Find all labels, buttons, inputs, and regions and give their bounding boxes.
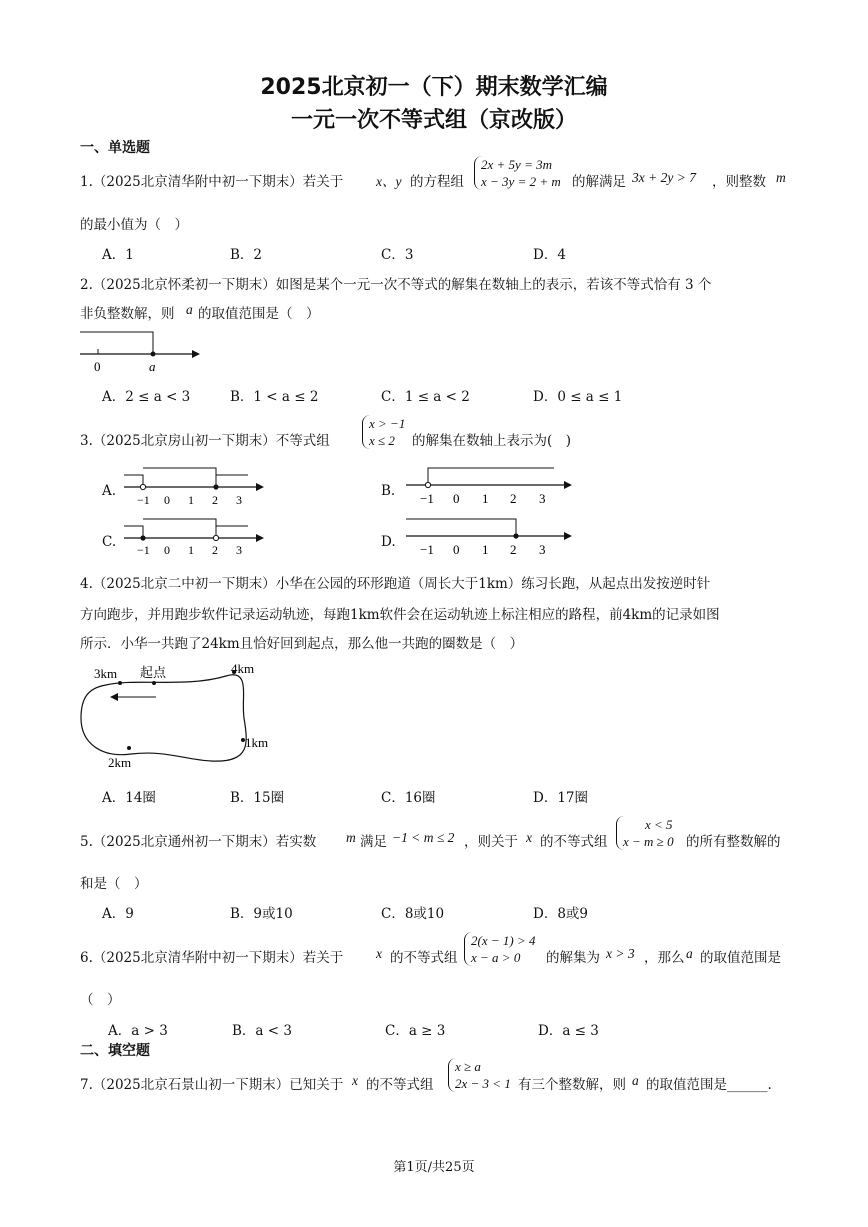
- page-number: 第1页/共25页: [393, 1160, 475, 1175]
- tick: 2: [212, 543, 218, 556]
- section-single-choice: 一、单选题: [80, 140, 150, 156]
- title-line2: 一元一次不等式组（京改版）: [290, 108, 577, 133]
- tick: −1: [137, 493, 150, 506]
- tick: 3: [539, 542, 546, 557]
- q6-option-b[interactable]: B．a < 3: [232, 1023, 292, 1039]
- q6-text-a: 6.（2025北京清华附中初一下期末）若关于: [80, 950, 344, 966]
- q6-text-b: 的不等式组: [390, 950, 458, 966]
- q6-condition: x > 3: [606, 946, 635, 961]
- q3-option-a-line[interactable]: [118, 464, 268, 506]
- tick: 1: [188, 493, 194, 506]
- q2-option-b[interactable]: B．1 < a ≤ 2: [230, 389, 319, 405]
- q7-text-c: 有三个整数解，则: [518, 1077, 626, 1093]
- q4-option-c[interactable]: C．16圈: [381, 790, 436, 806]
- q5-eq2: x − m ≥ 0: [623, 834, 674, 849]
- q2-axis-a: a: [149, 359, 156, 374]
- q5-option-b[interactable]: B．9或10: [230, 906, 293, 922]
- title-line1: 2025北京初一（下）期末数学汇编: [260, 75, 608, 100]
- q4-label-start: 起点: [140, 665, 167, 680]
- tick: 2: [510, 491, 517, 506]
- q4-label-2km: 2km: [108, 755, 132, 770]
- q6-eq1: 2(x − 1) > 4: [471, 933, 536, 948]
- q7-system: [448, 1058, 511, 1092]
- q6-var-a: a: [686, 946, 693, 961]
- q4-line3: 所示．小华一共跑了24km且恰好回到起点，那么他一共跑的圈数是（ ）: [80, 636, 524, 652]
- q1-line2: 的最小值为（ ）: [80, 217, 188, 233]
- q6-option-c[interactable]: C．a ≥ 3: [385, 1023, 446, 1039]
- q4-option-b[interactable]: B．15圈: [230, 790, 285, 806]
- q4-line1: 4.（2025北京二中初一下期末）小华在公园的环形跑道（周长大于1km）练习长跑，从起点出发按逆时针: [80, 576, 711, 592]
- q1-text-a: 1.（2025北京清华附中初一下期末）若关于: [80, 174, 344, 190]
- q5-option-a[interactable]: A．9: [102, 906, 134, 922]
- q4-label-4km: 4km: [231, 661, 255, 676]
- q6-option-d[interactable]: D．a ≤ 3: [538, 1023, 599, 1039]
- q3-option-d-label[interactable]: D.: [381, 534, 396, 550]
- tick: 0: [453, 491, 460, 506]
- q1-system: [474, 156, 561, 190]
- q3-eq1: x > −1: [369, 416, 406, 431]
- q1-var-m: m: [776, 170, 786, 185]
- tick: 0: [164, 543, 170, 556]
- q2-option-c[interactable]: C．1 ≤ a < 2: [381, 389, 470, 405]
- q3-option-b-line[interactable]: [402, 462, 578, 506]
- q5-text-e: 的所有整数解的: [686, 834, 781, 850]
- q2-option-a[interactable]: A．2 ≤ a < 3: [102, 389, 191, 405]
- tick: 1: [188, 543, 194, 556]
- q5-text-d: 的不等式组: [540, 834, 608, 850]
- q4-option-a[interactable]: A．14圈: [102, 790, 156, 806]
- q5-text-c: ，则关于: [464, 834, 518, 850]
- q5-line2: 和是（ ）: [80, 876, 148, 892]
- q6-text-c: 的解集为: [546, 950, 600, 966]
- q1-option-d[interactable]: D．4: [533, 247, 566, 263]
- q7-text-d[interactable]: 的取值范围是______.: [646, 1077, 772, 1093]
- section-fill-blank: 二、填空题: [80, 1043, 150, 1059]
- q4-option-d[interactable]: D．17圈: [533, 790, 589, 806]
- q1-vars: x、y: [376, 174, 402, 189]
- q6-system: [464, 932, 535, 966]
- q7-var-x: x: [352, 1073, 358, 1088]
- q3-option-c-label[interactable]: C.: [102, 534, 117, 550]
- q4-label-3km: 3km: [94, 666, 118, 681]
- q5-eq1: x < 5: [645, 817, 673, 832]
- q1-condition: 3x + 2y > 7: [632, 170, 696, 185]
- q1-eq1: 2x + 5y = 3m: [481, 157, 552, 172]
- tick: 3: [236, 493, 242, 506]
- q1-eq2: x − 3y = 2 + m: [481, 174, 561, 189]
- q6-var-x: x: [376, 946, 382, 961]
- q7-text-a: 7.（2025北京石景山初一下期末）已知关于: [80, 1077, 344, 1093]
- q7-eq1: x ≥ a: [455, 1059, 481, 1074]
- q6-text-d: ，那么: [644, 950, 685, 966]
- q1-option-b[interactable]: B．2: [230, 247, 263, 263]
- q5-option-d[interactable]: D．8或9: [533, 906, 589, 922]
- q1-option-c[interactable]: C．3: [381, 247, 414, 263]
- q7-text-b: 的不等式组: [366, 1077, 434, 1093]
- tick: −1: [420, 491, 434, 506]
- q2-axis-zero: 0: [94, 359, 101, 374]
- tick: 0: [164, 493, 170, 506]
- q2-line2-b: 的取值范围是（ ）: [198, 306, 320, 322]
- q2-line1: 2.（2025北京怀柔初一下期末）如图是某个一元一次不等式的解集在数轴上的表示，若该不等式恰有 3 个: [80, 277, 712, 293]
- q2-number-line: [76, 325, 216, 375]
- q3-eq2: x ≤ 2: [369, 433, 395, 448]
- tick: 3: [236, 543, 242, 556]
- q3-system: [362, 415, 405, 449]
- q3-option-d-line[interactable]: [402, 514, 578, 558]
- q6-line2: （ ）: [80, 992, 121, 1008]
- q6-text-e: 的取值范围是: [700, 950, 781, 966]
- q7-eq2: 2x − 3 < 1: [455, 1076, 511, 1091]
- q5-condition: −1 < m ≤ 2: [392, 830, 455, 845]
- q6-option-a[interactable]: A．a > 3: [108, 1023, 168, 1039]
- q2-option-d[interactable]: D．0 ≤ a ≤ 1: [533, 389, 623, 405]
- q5-option-c[interactable]: C．8或10: [381, 906, 445, 922]
- tick: 0: [453, 542, 460, 557]
- q1-option-a[interactable]: A．1: [102, 247, 134, 263]
- tick: −1: [420, 542, 434, 557]
- q3-text-a: 3.（2025北京房山初一下期末）不等式组: [80, 433, 330, 449]
- tick: 1: [482, 491, 489, 506]
- q6-eq2: x − a > 0: [471, 950, 521, 965]
- q4-line2: 方向跑步，并用跑步软件记录运动轨迹，每跑1km软件会在运动轨迹上标注相应的路程，前4km的记录如图: [80, 607, 720, 623]
- tick: 2: [510, 542, 517, 557]
- q1-text-b: 的方程组: [410, 174, 464, 190]
- q5-var-x: x: [526, 830, 532, 845]
- tick: −1: [137, 543, 150, 556]
- q5-var-m: m: [346, 830, 356, 845]
- q1-text-c: 的解满足: [572, 174, 626, 190]
- q3-option-b-label[interactable]: B.: [381, 483, 396, 499]
- q4-label-1km: 1km: [245, 735, 269, 750]
- q4-track-figure: [76, 658, 286, 774]
- q5-system: [616, 816, 674, 850]
- q7-var-a: a: [632, 1073, 639, 1088]
- q3-text-b: 的解集在数轴上表示为( ): [412, 433, 572, 449]
- q2-line2-a: 非负整数解，则: [80, 306, 175, 322]
- tick: 3: [539, 491, 546, 506]
- tick: 2: [212, 493, 218, 506]
- q2-var-a: a: [186, 302, 193, 317]
- q1-text-d: ，则整数: [712, 174, 766, 190]
- tick: 1: [482, 542, 489, 557]
- q3-option-c-line[interactable]: [118, 514, 268, 556]
- q5-text-b: 满足: [360, 834, 387, 850]
- q5-text-a: 5.（2025北京通州初一下期末）若实数: [80, 834, 317, 850]
- q3-option-a-label[interactable]: A.: [102, 483, 117, 499]
